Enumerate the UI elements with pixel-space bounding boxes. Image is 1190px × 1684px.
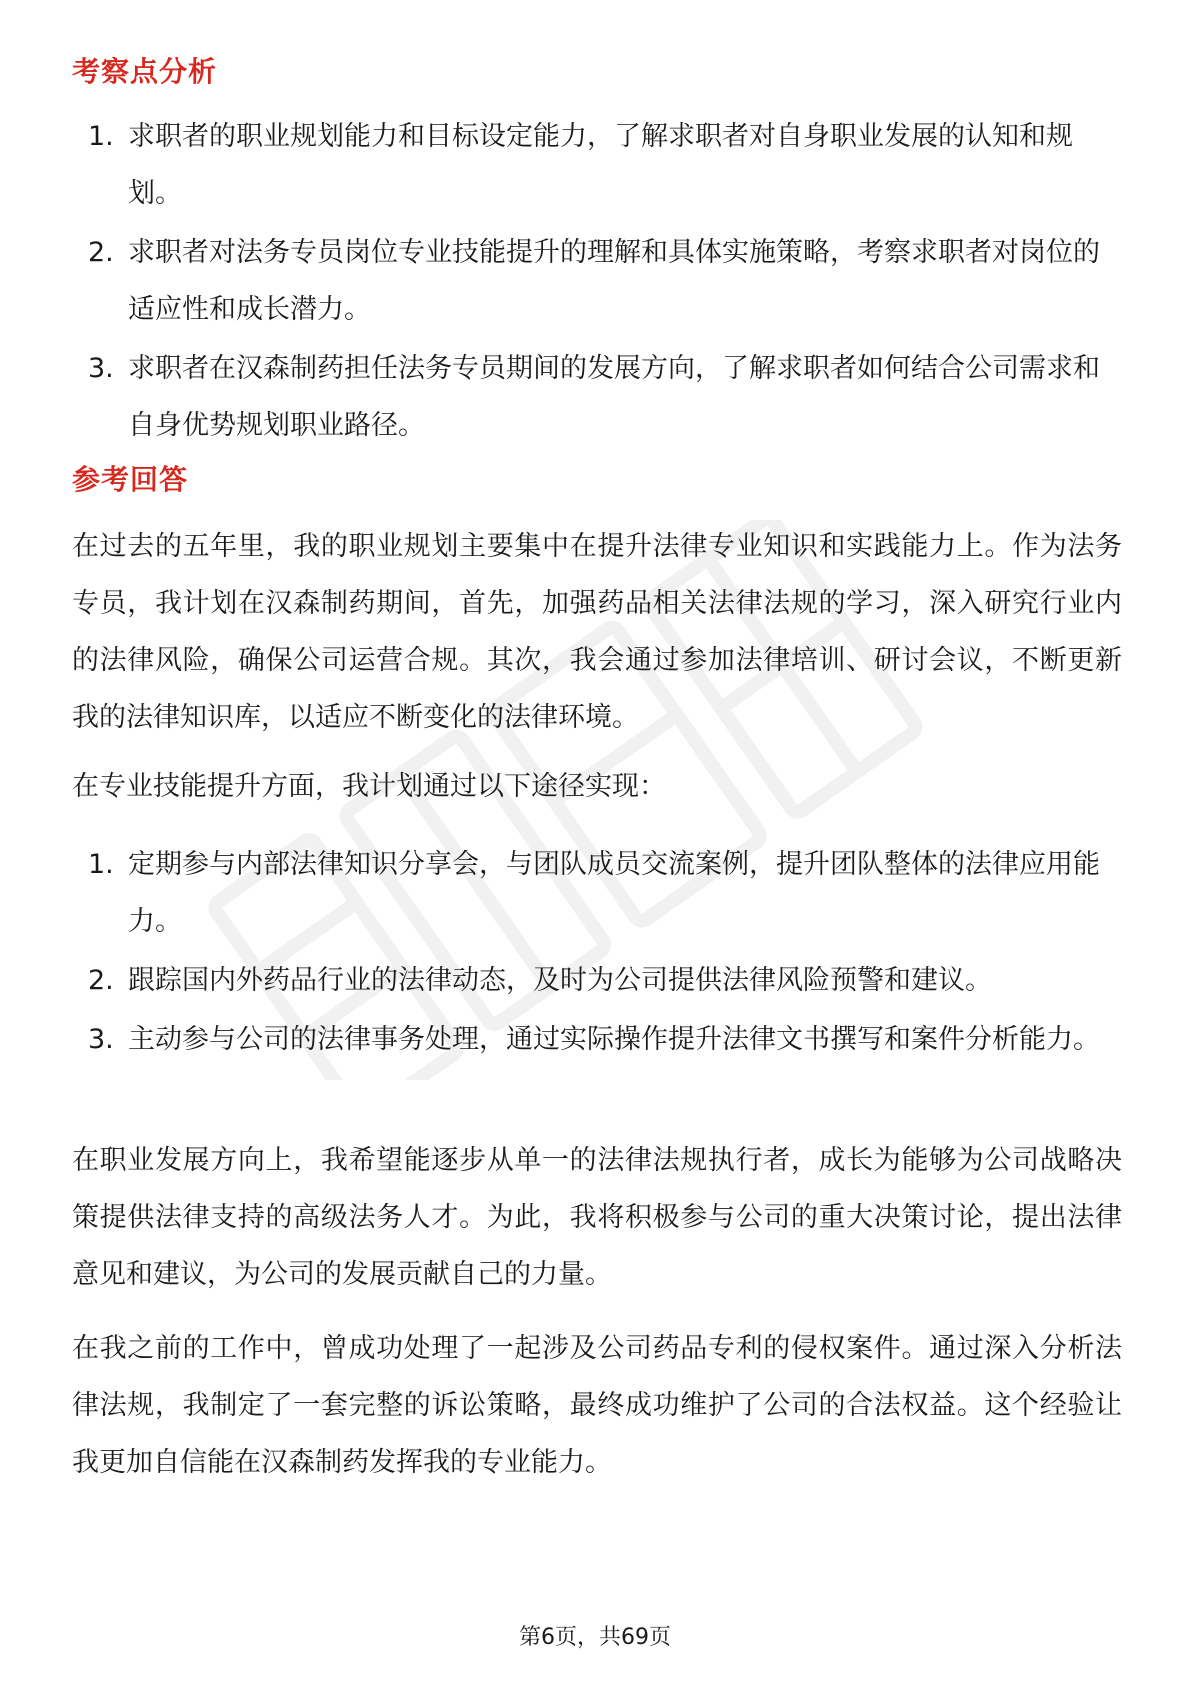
list-item bbox=[72, 836, 1122, 950]
list-item-number: 3. bbox=[88, 1024, 114, 1055]
list-item-number: 2. bbox=[88, 237, 114, 268]
list-item-text: 跟踪国内外药品行业的法律动态，及时为公司提供法律风险预警和建议。 bbox=[128, 965, 992, 996]
list-item-text: 求职者在汉森制药担任法务专员期间的发展方向，了解求职者如何结合公司需求和自身优势规划职业路径。 bbox=[128, 353, 1100, 441]
list-item-text: 定期参与内部法律知识分享会，与团队成员交流案例，提升团队整体的法律应用能力。 bbox=[128, 849, 1100, 937]
answer-heading: 参考回答 bbox=[72, 463, 189, 496]
answer-paragraph-4: 在我之前的工作中，曾成功处理了一起涉及公司药品专利的侵权案件。通过深入分析法律法规，我制定了一套完整的诉讼策略，最终成功维护了公司的合法权益。这个经验让我更加自信能在汉森制药发挥我的专业能力。 bbox=[72, 1333, 1122, 1478]
list-item-text: 求职者的职业规划能力和目标设定能力，了解求职者对自身职业发展的认知和规划。 bbox=[128, 121, 1073, 209]
analysis-heading: 考察点分析 bbox=[72, 55, 218, 88]
list-item-text: 主动参与公司的法律事务处理，通过实际操作提升法律文书撰写和案件分析能力。 bbox=[128, 1024, 1100, 1055]
list-item-number: 1. bbox=[88, 121, 114, 152]
answer-paragraph-2: 在专业技能提升方面，我计划通过以下途径实现： bbox=[72, 771, 666, 802]
list-item-text: 求职者对法务专员岗位专业技能提升的理解和具体实施策略，考察求职者对岗位的适应性和成长潜力。 bbox=[128, 237, 1100, 325]
answer-paragraph-3: 在职业发展方向上，我希望能逐步从单一的法律法规执行者，成长为能够为公司战略决策提供法律支持的高级法务人才。为此，我将积极参与公司的重大决策讨论，提出法律意见和建议，为公司的发展贡献自己的力量。 bbox=[72, 1145, 1122, 1290]
list-item bbox=[72, 1011, 1122, 1068]
answer-list bbox=[72, 836, 1122, 1070]
list-item-number: 1. bbox=[88, 849, 114, 880]
list-item-number: 3. bbox=[88, 353, 114, 384]
list-item-number: 2. bbox=[88, 965, 114, 996]
answer-paragraph-1: 在过去的五年里，我的职业规划主要集中在提升法律专业知识和实践能力上。作为法务专员，我计划在汉森制药期间，首先，加强药品相关法律法规的学习，深入研究行业内的法律风险，确保公司运营合规。其次，我会通过参加法律培训、研讨会议，不断更新我的法律知识库，以适应不断变化的法律环境。 bbox=[72, 531, 1122, 733]
list-item bbox=[72, 224, 1122, 338]
analysis-list bbox=[72, 108, 1122, 456]
list-item bbox=[72, 108, 1122, 222]
list-item bbox=[72, 340, 1122, 454]
page-number: 第6页，共69页 bbox=[519, 1625, 671, 1650]
list-item bbox=[72, 952, 1122, 1009]
